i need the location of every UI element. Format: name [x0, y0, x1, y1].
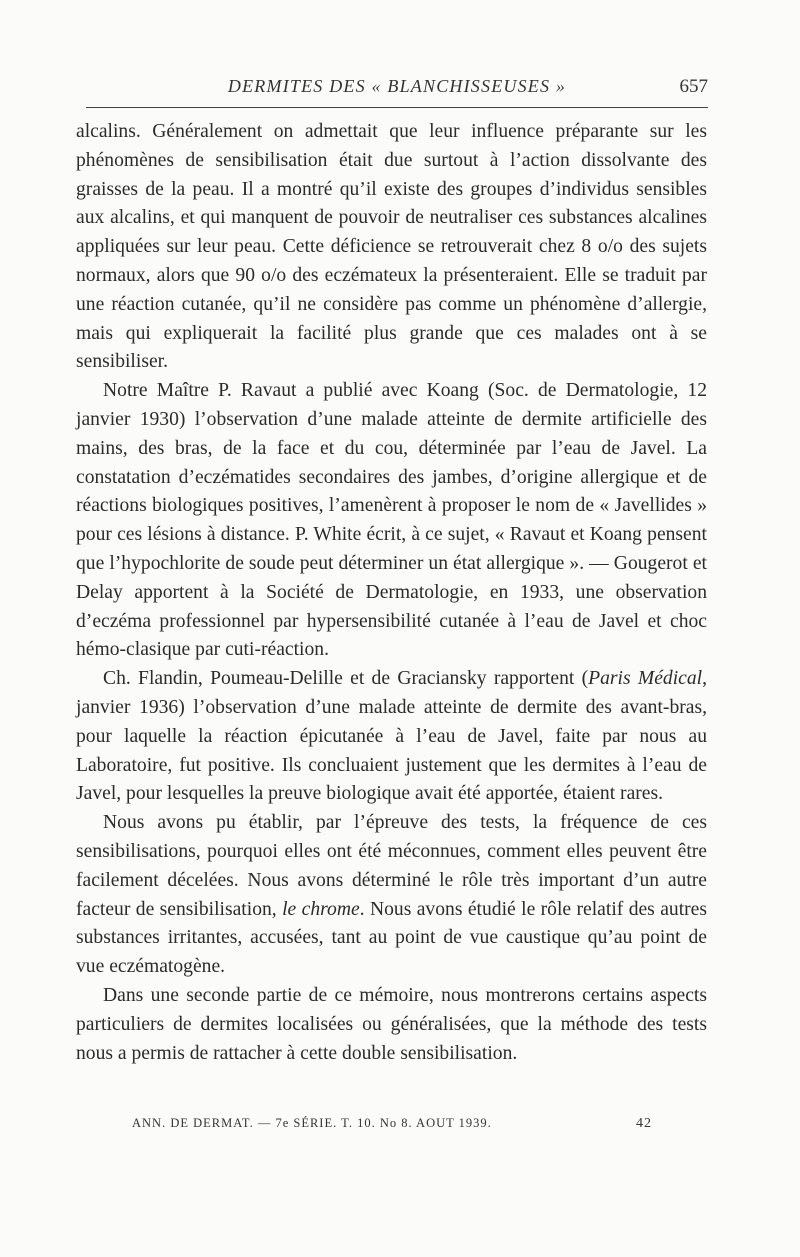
paragraph-5: Dans une seconde partie de ce mémoire, nous montrerons certains aspects particuliers de dermites localisées ou généralisées, que la méthode des tests nous a permis de rattacher à cette double sensibilisation.	[76, 984, 707, 1064]
paragraph-4-text-a: Nous avons pu établir, par l’épreuve des tests, la fréquence de ces sensibilisations, pourquoi elles ont été méconnues, comment elles peuvent être facilement décelées. Nous avons déterminé le rôle très important d’un autre facteur de sensibilisation,	[76, 812, 707, 920]
paragraph-3-text-a: Ch. Flandin, Poumeau-Delille et de Graciansky rapportent (	[103, 668, 589, 690]
body-text	[76, 118, 707, 1068]
footer-citation: ANN. DE DERMAT. — 7e SÉRIE. T. 10. No 8. AOUT 1939.	[132, 1116, 492, 1130]
footer	[132, 1116, 652, 1136]
paragraph-2: Notre Maître P. Ravaut a publié avec Koang (Soc. de Dermatologie, 12 janvier 1930) l’observation d’une malade atteinte de dermite artificielle des mains, des bras, de la face et du cou, déterminée par l’eau de Javel. La constatation d’eczématides secondaires des jambes, d’origine allergique et de réactions biologiques positives, l’amenèrent à proposer le nom de « Javellides » pour ces lésions à distance. P. White écrit, à ce sujet, « Ravaut et Koang pensent que l’hypochlorite de soude peut déterminer un état allergique ». — Gougerot et Delay apportent à la Société de Dermatologie, en 1933, une observation d’eczéma professionnel par hypersensibilité cutanée à l’eau de Javel et choc hémo-clasique par cuti-réaction.	[76, 380, 707, 661]
page-number: 657	[679, 76, 708, 97]
paragraph-4	[76, 809, 707, 982]
paragraph-3	[76, 665, 707, 809]
journal-title: Paris Médical	[588, 668, 703, 690]
running-title: DERMITES DES « BLANCHISSEUSES »	[227, 76, 567, 96]
running-header	[86, 76, 708, 102]
paragraph-4-text-b: . Nous avons étudié le rôle relatif des autres substances irritantes, accusées, tant au point de vue caustique qu’au point de vue eczématogène.	[76, 898, 707, 978]
paragraph-1: alcalins. Généralement on admettait que leur influence préparante sur les phénomènes de sensibilisation était due surtout à l’action dissolvante des graisses de la peau. Il a montré qu’il existe des groupes d’individus sensibles aux alcalins, et qui manquent de pouvoir de neutraliser ces substances alcalines appliquées sur leur peau. Cette déficience se retrouverait chez 8 o/o des sujets normaux, alors que 90 o/o des eczémateux la présenteraient. Elle se traduit par une réaction cutanée, qu’il ne considère pas comme un phénomène d’allergie, mais qui expliquerait la facilité plus grande que ces malades ont à se sensibiliser.	[76, 121, 707, 373]
signature-number: 42	[636, 1116, 652, 1131]
paragraph-3-text-b: , janvier 1936) l’observation d’une malade atteinte de dermite des avant-bras, pour laquelle la réaction épicutanée à l’eau de Javel, faite par nous au Laboratoire, fut positive. Ils concluaient justement que les dermites à l’eau de Javel, pour lesquelles la preuve biologique avait été apportée, étaient rares.	[76, 668, 707, 805]
emphasis-chrome: le chrome	[282, 898, 360, 920]
header-rule	[86, 107, 708, 108]
